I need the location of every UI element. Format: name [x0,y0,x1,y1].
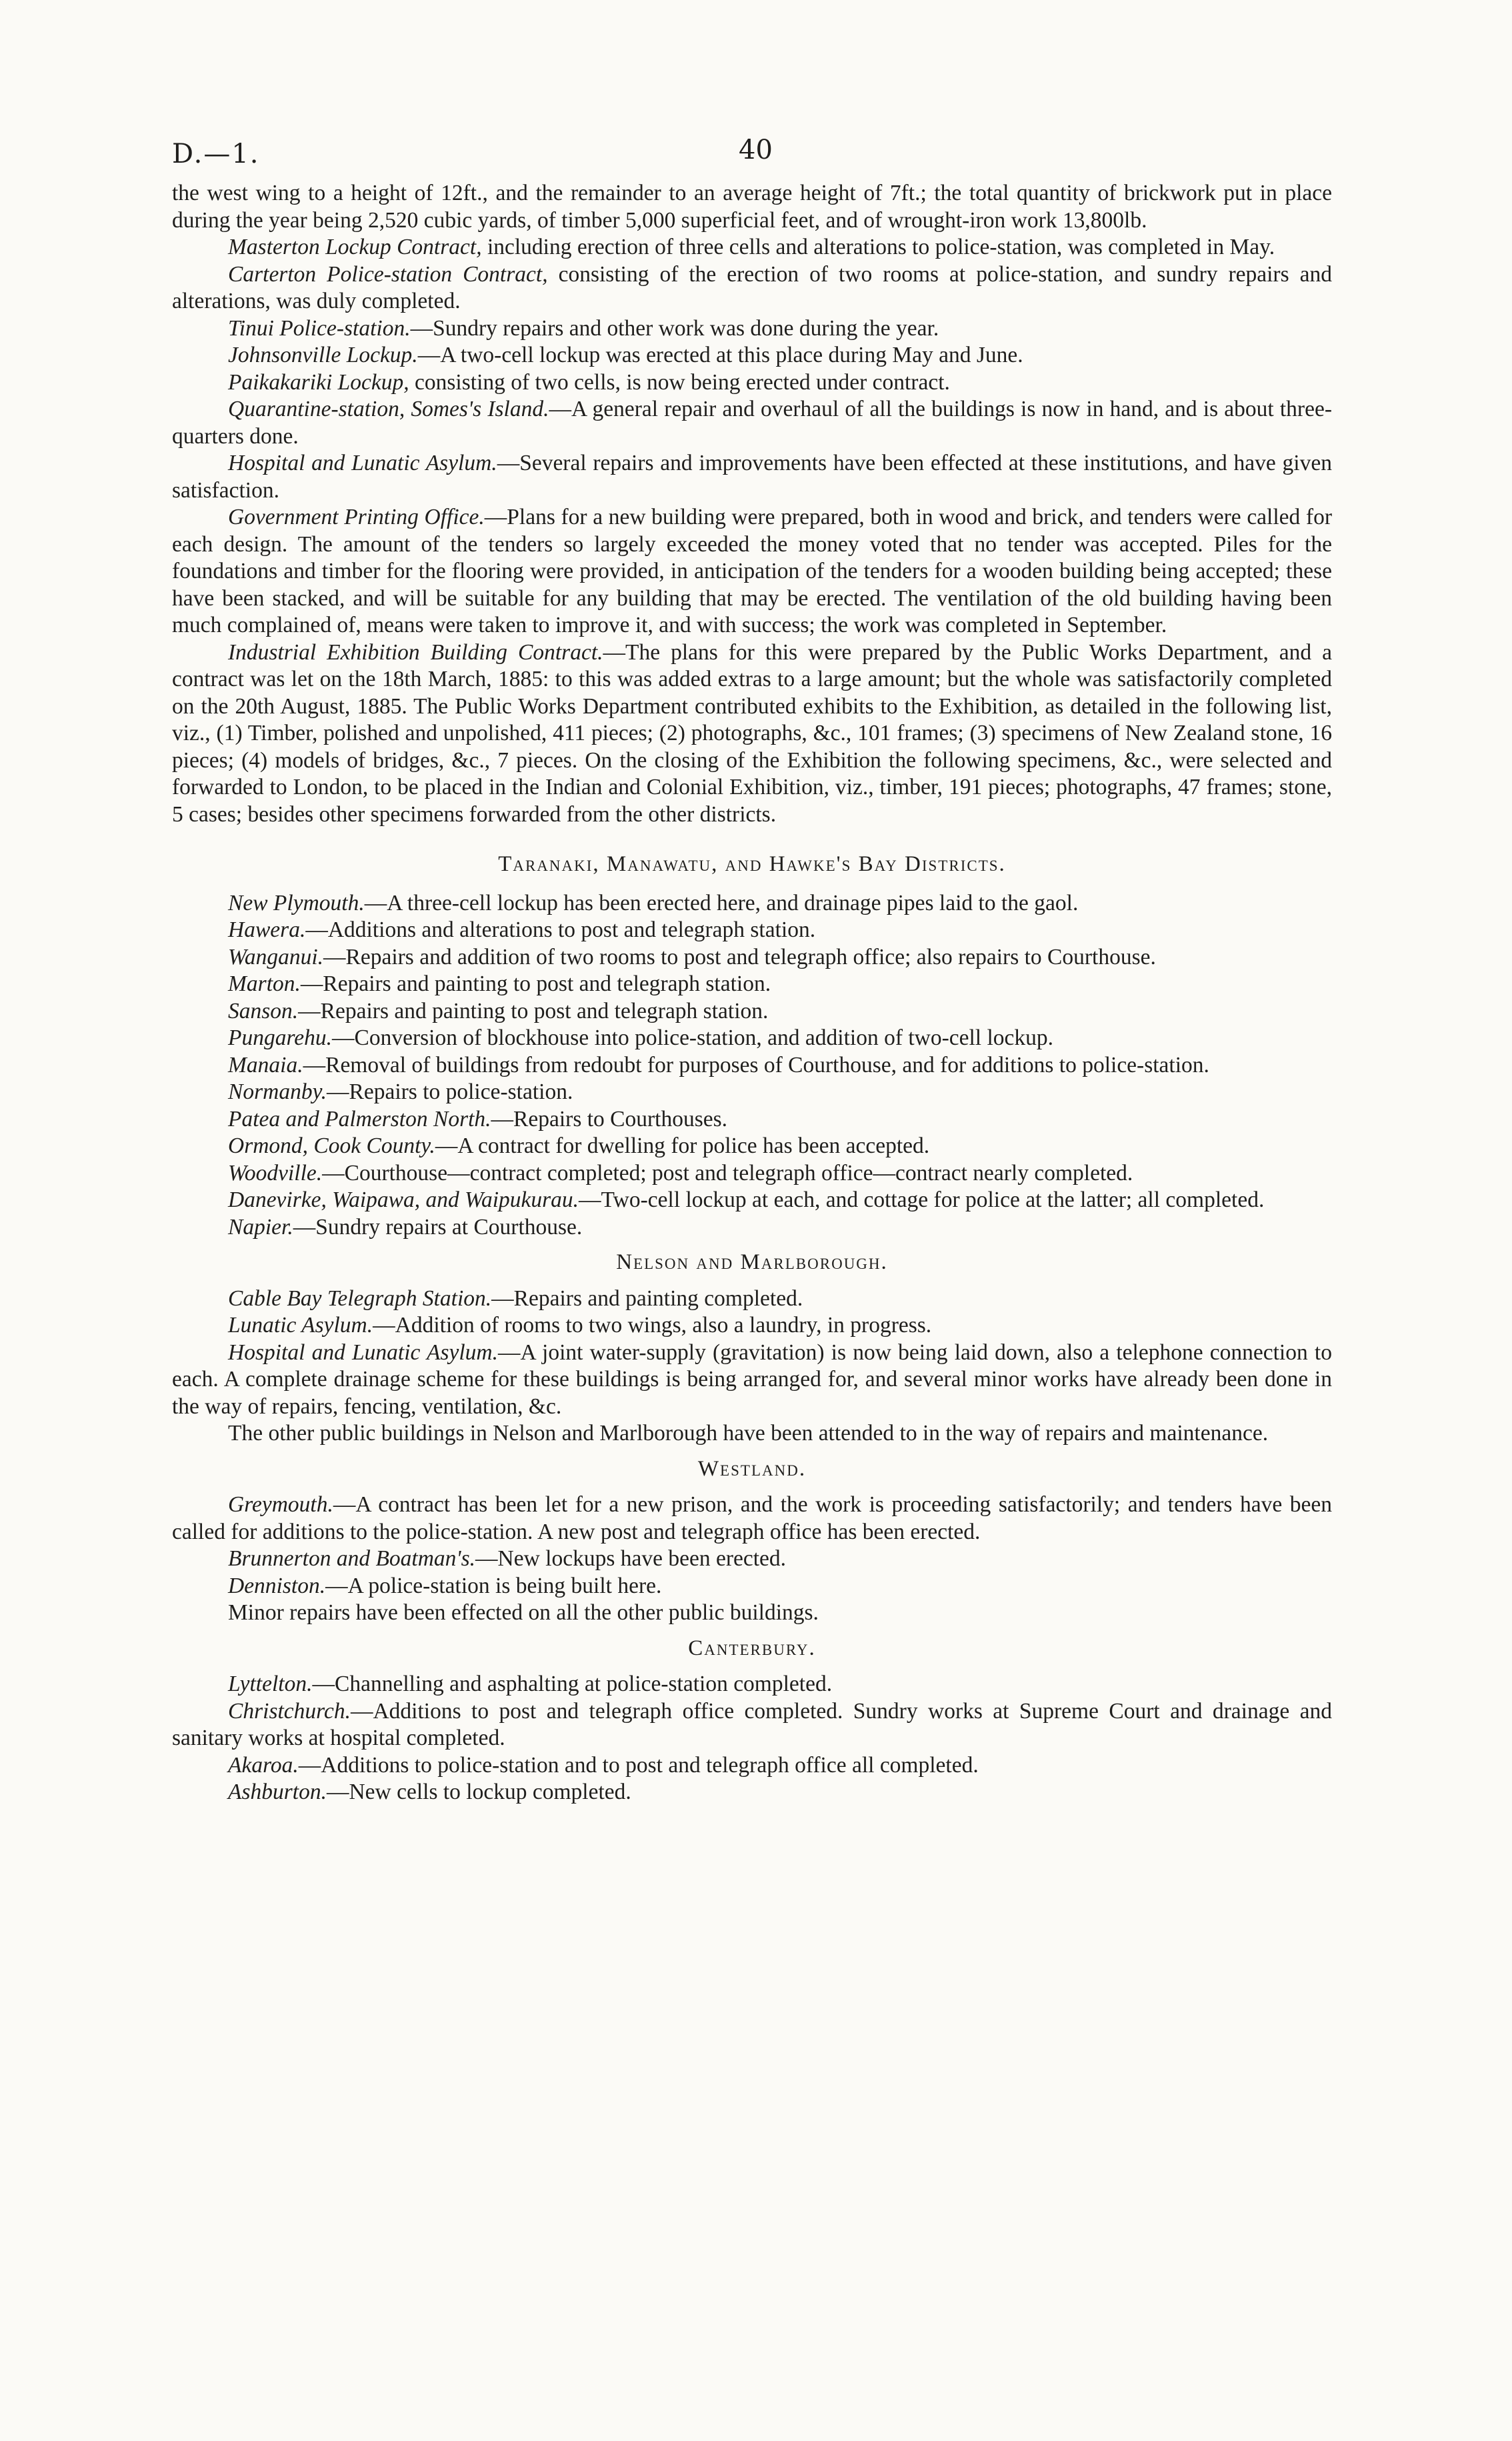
entry-ashburton [172,1779,1332,1806]
entry-danevirke [172,1187,1332,1214]
section-canterbury [172,1635,1332,1806]
entry-johnsonville [172,342,1332,369]
entry-text: —A contract for dwelling for police has been accepted. [435,1133,930,1158]
entry-text: —Removal of buildings from redoubt for purposes of Courthouse, and for additions to police-station. [303,1052,1209,1077]
entry-title: Hospital and Lunatic Asylum. [228,451,497,475]
entry-title: Normanby. [228,1079,327,1104]
entry-text: including erection of three cells and alterations to police-station, was completed in May. [481,235,1275,259]
entry-manaia [172,1052,1332,1079]
entry-text: —Several repairs and improvements have been effected at these institutions, and have given satisfaction. [172,451,1332,503]
entry-lunatic-asylum [172,1312,1332,1340]
entry-normanby [172,1079,1332,1106]
entry-lyttelton [172,1671,1332,1698]
entry-title: Akaroa. [228,1752,299,1778]
report-body [172,180,1332,1806]
entry-title: Carterton Police-station Contract, [228,261,548,287]
entry-text: —Repairs and painting to post and telegraph station. [298,998,769,1023]
entry-text: —Repairs to Courthouses. [491,1106,728,1131]
entry-hospital-asylum [172,450,1332,504]
entry-text: —A police-station is being built here. [325,1573,662,1598]
entry-text: —New lockups have been erected. [475,1546,787,1571]
closing-paragraph: The other public buildings in Nelson and Marlborough have been attended to in the way of repairs and maintenance. [228,1421,1269,1446]
entry-title: Woodville. [228,1160,323,1185]
entry-title: Ormond, Cook County. [228,1133,435,1158]
entry-text: —New cells to lockup completed. [326,1780,631,1804]
entry-title: Quarantine-station, Somes's Island. [228,397,549,421]
entry-text: —Repairs to police-station. [326,1079,573,1104]
entry-pungarehu [172,1025,1332,1052]
section-nelson [172,1249,1332,1448]
entry-ormond [172,1133,1332,1160]
entry-title: Pungarehu. [228,1025,333,1050]
entry-greymouth [172,1492,1332,1546]
entry-title: Sanson. [228,998,299,1023]
section-taranaki [172,851,1332,1241]
entry-text: —A general repair and overhaul of all the buildings is now in hand, and is about three-quarters done. [172,397,1332,449]
entry-text: —Plans for a new building were prepared, both in wood and brick, and tenders were called for each design. The amount of the tenders so largely exceeded the money voted that no tender was accepted. Piles for the foundations and timber for the flooring were provided, in anticipation of the tenders for a wooden building being accepted; these have been stacked, and will be suitable for any building that may be erected. The ventilation of the old building having been much complained of, means were taken to improve it, and with success; the work was completed in September. [172,505,1332,637]
entry-title: Marton. [228,971,301,996]
entry-denniston [172,1573,1332,1600]
entry-text: —Sundry repairs at Courthouse. [293,1214,583,1240]
entry-text: —Channelling and asphalting at police-station completed. [312,1672,833,1696]
entry-title: Greymouth. [228,1492,333,1517]
entry-quarantine-station [172,396,1332,450]
entry-title: Industrial Exhibition Building Contract. [228,639,603,665]
entry-hospital-asylum-nelson [172,1340,1332,1421]
entry-brunnerton [172,1546,1332,1573]
page-number: 40 [739,135,773,165]
entry-title: Wanganui. [228,944,324,969]
entry-christchurch [172,1698,1332,1752]
entry-title: Cable Bay Telegraph Station. [228,1286,492,1311]
entry-title: Hospital and Lunatic Asylum. [228,1340,498,1365]
entry-government-printing-office [172,504,1332,639]
entry-text: —Additions to post and telegraph office completed. Sundry works at Supreme Court and drainage and sanitary works at hospital completed. [172,1698,1332,1750]
section-wellington-continued [172,180,1332,828]
entry-title: Johnsonville Lockup. [228,343,418,367]
entry-title: Hawera. [228,917,306,942]
document-page [172,127,1332,1806]
entry-text: —Addition of rooms to two wings, also a laundry, in progress. [373,1313,932,1338]
section-heading: Westland. [697,1456,807,1481]
entry-hawera [172,917,1332,944]
entry-title: Patea and Palmerston North. [228,1106,491,1131]
entry-text: —Repairs and painting completed. [491,1286,803,1311]
entry-text: —Repairs and addition of two rooms to post and telegraph office; also repairs to Courthouse. [323,944,1156,969]
entry-title: Paikakariki Lockup, [228,369,409,395]
section-heading: Taranaki, Manawatu, and Hawke's Bay Districts. [498,852,1006,876]
entry-patea-palmerston [172,1106,1332,1133]
entry-marton [172,971,1332,998]
entry-text: —Repairs and painting to post and telegraph station. [300,971,771,996]
entry-text: —A two-cell lockup was erected at this place during May and June. [417,343,1023,367]
entry-carterton [172,261,1332,315]
section-heading: Nelson and Marlborough. [616,1250,888,1274]
entry-title: Brunnerton and Boatman's. [228,1546,476,1571]
entry-text: —Conversion of blockhouse into police-station, and addition of two-cell lockup. [332,1025,1054,1050]
entry-title: Tinui Police-station. [228,315,411,341]
entry-text: —The plans for this were prepared by the Public Works Department, and a contract was let on the 18th March, 1885: to this was added extras to a large amount; but the whole was satisfactorily completed on the 20th August, 1885. The Public Works Department contributed exhibits to the Exhibition, as detailed in the following list, viz., (1) Timber, polished and unpolished, 411 pieces; (2) photographs, &c., 101 frames; (3) specimens of New Zealand stone, 16 pieces; (4) models of bridges, &c., 7 pieces. On the closing of the Exhibition the following specimens, &c., were selected and forwarded to London, to be placed in the Indian and Colonial Exhibition, viz., timber, 191 pieces; photographs, 47 frames; stone, 5 cases; besides other specimens forwarded from the other districts. [172,639,1332,827]
entry-text: —Courthouse—contract completed; post and telegraph office—contract nearly completed. [322,1160,1133,1185]
entry-title: Napier. [228,1214,293,1240]
entry-paikakariki [172,369,1332,397]
entry-new-plymouth [172,890,1332,917]
entry-title: Christchurch. [228,1698,351,1724]
section-heading: Canterbury. [688,1636,816,1660]
entry-text: consisting of the erection of two rooms at police-station, and sundry repairs and alterations, was duly completed. [172,261,1332,313]
entry-industrial-exhibition [172,639,1332,829]
entry-title: Danevirke, Waipawa, and Waipukurau. [228,1187,579,1212]
entry-woodville [172,1160,1332,1187]
entry-sanson [172,998,1332,1025]
page-header [172,127,1332,180]
entry-cable-bay [172,1286,1332,1313]
entry-title: Lunatic Asylum. [228,1313,373,1338]
entry-text: —Sundry repairs and other work was done during the year. [410,315,939,341]
entry-tinui [172,315,1332,343]
document-reference: D.—1. [172,139,260,169]
entry-title: New Plymouth. [228,890,365,915]
entry-text: —Two-cell lockup at each, and cottage for police at the latter; all completed. [579,1187,1265,1212]
entry-title: Government Printing Office. [228,505,485,529]
closing-paragraph: Minor repairs have been effected on all the other public buildings. [228,1600,819,1625]
entry-text: —A contract has been let for a new prison, and the work is proceeding satisfactorily; and tenders have been called for additions to the police-station. A new post and telegraph office has been erected. [172,1492,1332,1544]
entry-wanganui [172,944,1332,971]
entry-text: —Additions to police-station and to post and telegraph office all completed. [298,1752,979,1778]
continuation-paragraph: the west wing to a height of 12ft., and the remainder to an average height of 7ft.; the total quantity of brickwork put in place during the year being 2,520 cubic yards, of timber 5,000 superficial feet, and of wrought-iron work 13,800lb. [172,181,1332,233]
section-westland [172,1456,1332,1627]
entry-title: Ashburton. [228,1780,327,1804]
entry-text: —A joint water-supply (gravitation) is now being laid down, also a telephone connection to each. A complete drainage scheme for these buildings is being arranged for, and several minor works have already been done in the way of repairs, fencing, ventilation, &c. [172,1340,1332,1419]
entry-masterton [172,234,1332,261]
entry-title: Lyttelton. [228,1672,313,1696]
entry-text: —Additions and alterations to post and telegraph station. [305,917,816,942]
entry-text: consisting of two cells, is now being erected under contract. [409,369,950,395]
entry-napier [172,1214,1332,1242]
entry-title: Masterton Lockup Contract, [228,235,482,259]
entry-title: Manaia. [228,1052,303,1077]
entry-text: —A three-cell lockup has been erected here, and drainage pipes laid to the gaol. [364,890,1079,915]
entry-title: Denniston. [228,1573,326,1598]
entry-akaroa [172,1752,1332,1780]
